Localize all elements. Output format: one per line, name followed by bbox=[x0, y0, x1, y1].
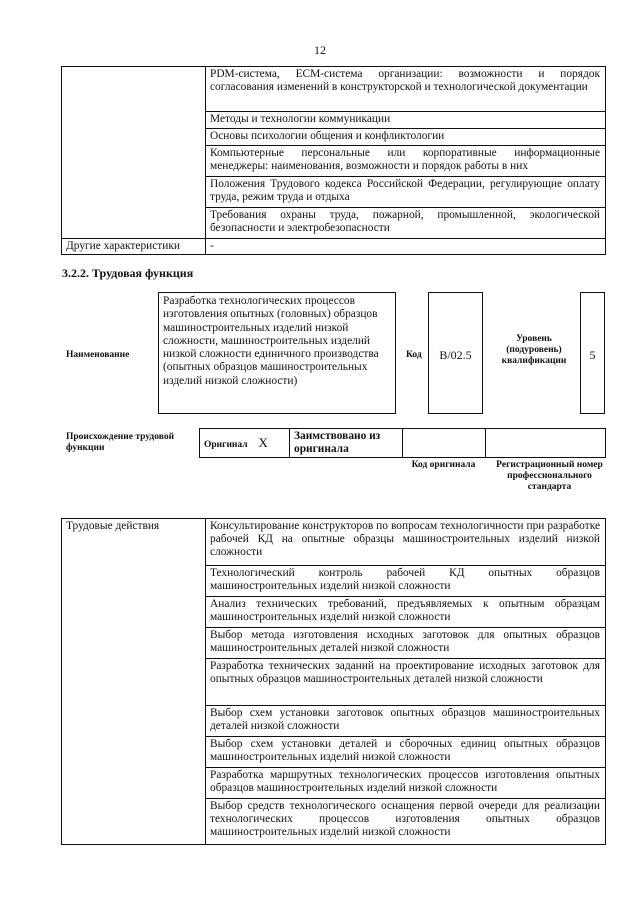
other-characteristics-value: - bbox=[206, 239, 606, 255]
work-action-item: Выбор схем установки заготовок опытных образцов машиностроительных деталей низкой сложности bbox=[206, 706, 606, 737]
level-box: 5 bbox=[580, 292, 605, 414]
other-characteristics-label: Другие характеристики bbox=[62, 239, 206, 255]
code-box: В/02.5 bbox=[428, 292, 483, 414]
function-name-box: Разработка технологических процессов изготовления опытных (головных) образцов машиностроительных изделий низкой сложности, машиностроительных изделий низкой сложности единичного производства (опытных образцов машиностроительных изделий низкой сложности) bbox=[158, 292, 396, 414]
code-label: Код bbox=[406, 350, 422, 360]
original-mark: X bbox=[258, 434, 268, 450]
registration-number-caption: Регистрационный номер профессионального стандарта bbox=[496, 460, 603, 492]
registration-number-cell bbox=[486, 429, 606, 458]
original-cell bbox=[200, 429, 290, 458]
work-action-item: Разработка маршрутных технологических процессов изготовления опытных образцов машиностроительных изделий низкой сложности bbox=[206, 768, 606, 799]
knowledge-item: Компьютерные персональные или корпоративные информационные менеджеры: наименования, возможности и порядок работы в них bbox=[206, 146, 606, 177]
knowledge-item: Требования охраны труда, пожарной, промышленной, экологической безопасности и электробезопасности bbox=[206, 208, 606, 239]
origin-label: Происхождение трудовой функции bbox=[66, 432, 175, 453]
work-actions-table bbox=[61, 518, 606, 845]
knowledge-item: PDM-система, ECM-система организации: возможности и порядок согласования изменений в конструкторской и технологической документации bbox=[206, 67, 606, 112]
work-actions-label: Трудовые действия bbox=[62, 519, 206, 845]
knowledge-item: Положения Трудового кодекса Российской Федерации, регулирующие оплату труда, режим труда и отдыха bbox=[206, 177, 606, 208]
origin-table bbox=[199, 428, 606, 458]
original-code-caption: Код оригинала bbox=[411, 460, 476, 470]
work-action-item: Анализ технических требований, предъявляемых к опытным образцам машиностроительных изделий низкой сложности bbox=[206, 597, 606, 628]
knowledge-table bbox=[61, 66, 606, 255]
original-label: Оригинал bbox=[204, 439, 248, 450]
knowledge-item: Методы и технологии коммуникации bbox=[206, 112, 606, 129]
level-label: Уровень (подуровень) квалификации bbox=[501, 334, 567, 366]
borrowed-cell: Заимствовано из оригинала bbox=[290, 429, 403, 458]
work-action-item: Выбор метода изготовления исходных заготовок для опытных образцов машиностроительных деталей низкой сложности bbox=[206, 628, 606, 659]
name-label: Наименование bbox=[66, 350, 130, 360]
work-action-item: Выбор средств технологического оснащения первой очереди для реализации технологических процессов изготовления опытных образцов машиностроительных изделий низкой сложности bbox=[206, 799, 606, 845]
section-heading: 3.2.2. Трудовая функция bbox=[62, 266, 194, 280]
work-action-item: Разработка технических заданий на проектирование исходных заготовок для опытных образцов машиностроительных деталей низкой сложности bbox=[206, 659, 606, 706]
work-action-item: Выбор схем установки деталей и сборочных единиц опытных образцов машиностроительных изделий низкой сложности bbox=[206, 737, 606, 768]
page-number: 12 bbox=[314, 43, 326, 57]
work-action-item: Консультирование конструкторов по вопросам технологичности при разработке рабочей КД на опытные образцы машиностроительных изделий низкой сложности bbox=[206, 519, 606, 566]
knowledge-item: Основы психологии общения и конфликтологии bbox=[206, 129, 606, 146]
original-code-cell bbox=[403, 429, 486, 458]
work-action-item: Технологический контроль рабочей КД опытных образцов машиностроительных изделий низкой сложности bbox=[206, 566, 606, 597]
knowledge-label-cell bbox=[62, 67, 206, 239]
